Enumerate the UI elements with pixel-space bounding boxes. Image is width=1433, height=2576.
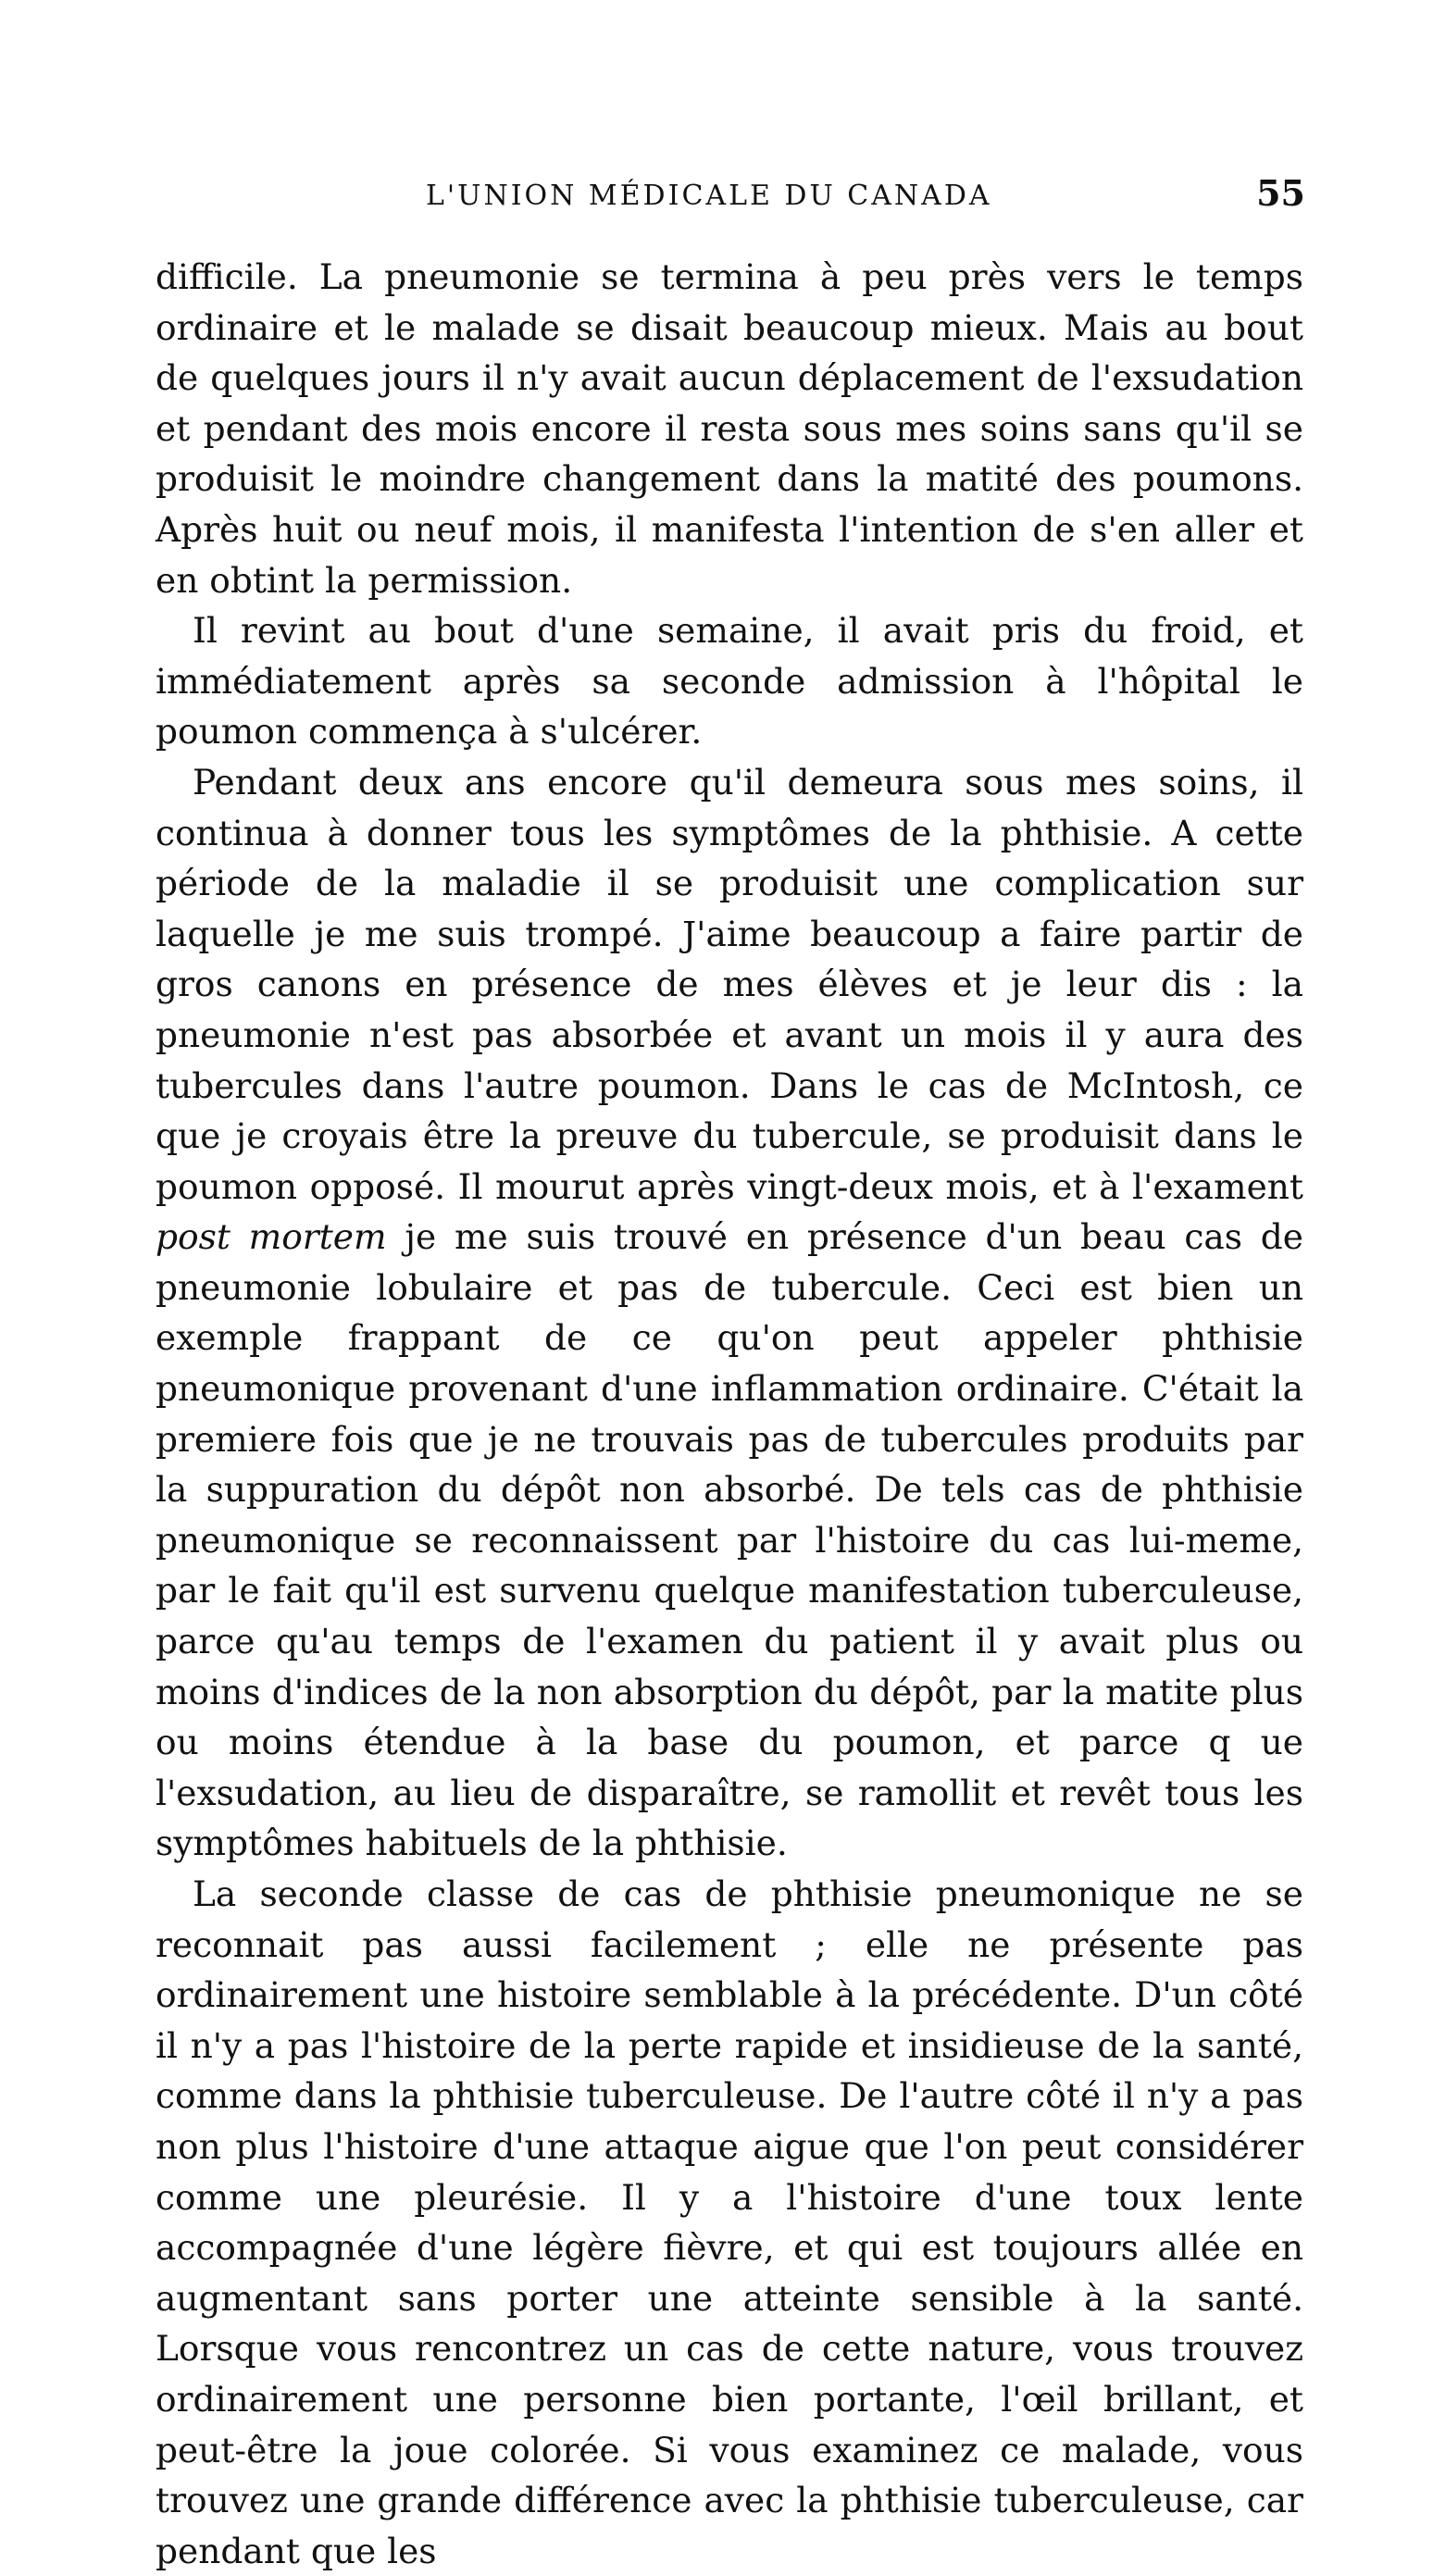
body-text	[156, 252, 1303, 2576]
paragraph-text: Il revint au bout d'une semaine, il avait pris du froid, et immédiatement après sa seconde admission à l'hôpital le poumon commença à s'ulcérer.	[156, 610, 1303, 753]
paragraph	[156, 605, 1303, 757]
paragraph-text: difficile. La pneumonie se termina à peu près vers le temps ordinaire et le malade se disait beaucoup mieux. Mais au bout de quelques jours il n'y avait aucun déplacement de l'exsudation et pendant des mois encore il resta sous mes soins sans qu'il se produisit le moindre changement dans la matité des poumons. Après huit ou neuf mois, il manifesta l'intention de s'en aller et en obtint la permission.	[156, 256, 1303, 601]
page-header	[157, 172, 1305, 228]
italic-term: post mortem	[156, 1216, 387, 1258]
paragraph-text: Pendant deux ans encore qu'il demeura sous mes soins, il continua à donner tous les symptômes de la phthisie. A cette période de la maladie il se produisit une complication sur laquelle je me suis trompé. J'aime beaucoup a faire partir de gros canons en présence de mes élèves et je leur dis : la pneumonie n'est pas absorbée et avant un mois il y aura des tubercules dans l'autre poumon. Dans le cas de McIntosh, ce que je croyais être la preuve du tubercule, se produisit dans le poumon opposé. Il mourut après vingt-deux mois, et à l'exament	[156, 761, 1303, 1207]
paragraph-text: La seconde classe de cas de phthisie pneumonique ne se reconnait pas aussi facilement ; elle ne présente pas ordinairement une histoire semblable à la précédente. D'un côté il n'y a pas l'histoire de la perte rapide et insidieuse de la santé, comme dans la phthisie tuberculeuse. De l'autre côté il n'y a pas non plus l'histoire d'une attaque aigue que l'on peut considérer comme une pleurésie. Il y a l'histoire d'une toux lente accompagnée d'une légère fièvre, et qui est toujours allée en augmentant sans porter une atteinte sensible à la santé. Lorsque vous rencontrez un cas de cette nature, vous trouvez ordinairement une personne bien portante, l'œil brillant, et peut-être la joue colorée. Si vous examinez ce malade, vous trouvez une grande différence avec la phthisie tuberculeuse, car pendant que les	[156, 1873, 1303, 2571]
page-number: 55	[1256, 172, 1305, 214]
paragraph	[156, 252, 1303, 605]
paragraph-text: je me suis trouvé en présence d'un beau cas de pneumonie lobulaire et pas de tubercule. Ceci est bien un exemple frappant de ce qu'on peut appeler phthisie pneumonique provenant d'une inflammation ordinaire. C'était la premiere fois que je ne trouvais pas de tubercules produits par la suppuration du dépôt non absorbé. De tels cas de phthisie pneumonique se reconnaissent par l'histoire du cas lui-meme, par le fait qu'il est survenu quelque manifestation tuberculeuse, parce qu'au temps de l'examen du patient il y avait plus ou moins d'indices de la non absorption du dépôt, par la matite plus ou moins étendue à la base du poumon, et parce q ue l'exsudation, au lieu de disparaître, se ramollit et revêt tous les symptômes habituels de la phthisie.	[156, 1216, 1304, 1864]
paragraph	[156, 757, 1303, 1869]
paragraph	[156, 1869, 1303, 2576]
running-title: L'UNION MÉDICALE DU CANADA	[426, 180, 992, 212]
